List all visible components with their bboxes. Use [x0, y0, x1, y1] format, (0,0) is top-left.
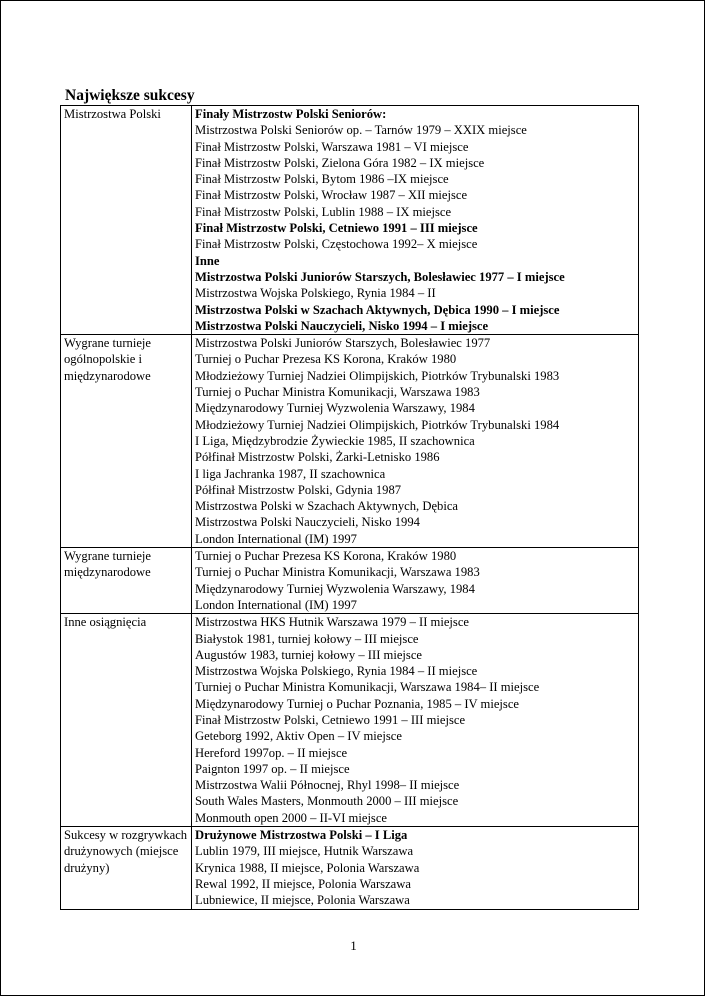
list-item: Turniej o Puchar Prezesa KS Korona, Kraków 1980 — [195, 549, 457, 564]
list-item: Drużynowe Mistrzostwa Polski – I Liga — [195, 828, 408, 843]
list-item: Mistrzostwa Polski Juniorów Starszych, Bolesławiec 1977 – I miejsce — [195, 269, 565, 284]
list-item: Finał Mistrzostw Polski, Cetniewo 1991 – III miejsce — [195, 712, 466, 727]
list-item: Mistrzostwa Polski w Szachach Aktywnych, Dębica — [195, 499, 459, 514]
list-item: Półfinał Mistrzostw Polski, Gdynia 1987 — [195, 482, 402, 497]
list-item: Białystok 1981, turniej kołowy – III miejsce — [195, 631, 419, 646]
table-row — [61, 335, 639, 548]
list-item: Augustów 1983, turniej kołowy – III miejsce — [195, 647, 423, 662]
list-item: Lubniewice, II miejsce, Polonia Warszawa — [195, 893, 410, 908]
list-item: Paignton 1997 op. – II miejsce — [195, 761, 350, 776]
details-cell — [192, 548, 639, 614]
list-item: Młodzieżowy Turniej Nadziei Olimpijskich, Piotrków Trybunalski 1983 — [195, 368, 560, 383]
list-item: Mistrzostwa Polski Nauczycieli, Nisko 1994 — [195, 515, 420, 530]
details-cell — [192, 335, 639, 548]
category-cell: Inne osiągnięcia — [61, 614, 192, 827]
list-item: Hereford 1997op. – II miejsce — [195, 745, 348, 760]
table-row — [61, 106, 639, 335]
list-item: Turniej o Puchar Ministra Komunikacji, Warszawa 1983 — [195, 385, 480, 400]
list-item: I liga Jachranka 1987, II szachownica — [195, 466, 386, 481]
list-item: Turniej o Puchar Prezesa KS Korona, Kraków 1980 — [195, 352, 457, 367]
list-item: Mistrzostwa Walii Północnej, Rhyl 1998– II miejsce — [195, 778, 460, 793]
list-item: Międzynarodowy Turniej o Puchar Poznania, 1985 – IV miejsce — [195, 696, 520, 711]
list-item: South Wales Masters, Monmouth 2000 – III miejsce — [195, 794, 459, 809]
category-cell: Wygrane turnieje ogólnopolskie i międzynarodowe — [61, 335, 192, 548]
achievements-table — [60, 105, 639, 910]
list-item: Geteborg 1992, Aktiv Open – IV miejsce — [195, 729, 402, 744]
list-item: Finał Mistrzostw Polski, Warszawa 1981 – VI miejsce — [195, 139, 469, 154]
list-item: Krynica 1988, II miejsce, Polonia Warszawa — [195, 860, 420, 875]
list-item: Mistrzostwa Polski w Szachach Aktywnych, Dębica 1990 – I miejsce — [195, 302, 560, 317]
section-heading: Największe sukcesy — [65, 87, 195, 104]
table-row — [61, 827, 639, 909]
list-item: Finał Mistrzostw Polski, Wrocław 1987 – XII miejsce — [195, 188, 468, 203]
list-item: Rewal 1992, II miejsce, Polonia Warszawa — [195, 876, 411, 891]
page-number: 1 — [350, 938, 357, 953]
list-item: Turniej o Puchar Ministra Komunikacji, Warszawa 1983 — [195, 565, 480, 580]
list-item: Inne — [195, 253, 220, 268]
list-item: Międzynarodowy Turniej Wyzwolenia Warszawy, 1984 — [195, 401, 475, 416]
list-item: Młodzieżowy Turniej Nadziei Olimpijskich, Piotrków Trybunalski 1984 — [195, 417, 560, 432]
category-cell: Sukcesy w rozgrywkach drużynowych (miejsce drużyny) — [61, 827, 192, 909]
list-item: Finał Mistrzostw Polski, Bytom 1986 –IX miejsce — [195, 172, 449, 187]
list-item: Mistrzostwa Polski Nauczycieli, Nisko 1994 – I miejsce — [195, 318, 489, 333]
details-cell — [192, 614, 639, 827]
list-item: Monmouth open 2000 – II-VI miejsce — [195, 810, 388, 825]
category-cell: Wygrane turnieje międzynarodowe — [61, 548, 192, 614]
list-item: Finał Mistrzostw Polski, Lublin 1988 – IX miejsce — [195, 204, 452, 219]
list-item: Finał Mistrzostw Polski, Częstochowa 1992– X miejsce — [195, 237, 478, 252]
list-item: Lublin 1979, III miejsce, Hutnik Warszawa — [195, 844, 414, 859]
list-item: Finał Mistrzostw Polski, Cetniewo 1991 – III miejsce — [195, 221, 478, 236]
category-cell: Mistrzostwa Polski — [61, 106, 192, 335]
list-item: Mistrzostwa Polski Seniorów op. – Tarnów 1979 – XXIX miejsce — [195, 123, 527, 138]
table-row — [61, 548, 639, 614]
list-item: Mistrzostwa HKS Hutnik Warszawa 1979 – II miejsce — [195, 615, 470, 630]
list-item: London International (IM) 1997 — [195, 597, 357, 612]
list-item: Turniej o Puchar Ministra Komunikacji, Warszawa 1984– II miejsce — [195, 680, 540, 695]
details-cell — [192, 827, 639, 909]
table-row — [61, 614, 639, 827]
list-item: Mistrzostwa Wojska Polskiego, Rynia 1984 – II — [195, 286, 436, 301]
list-item: Międzynarodowy Turniej Wyzwolenia Warszawy, 1984 — [195, 581, 475, 596]
list-item: Finał Mistrzostw Polski, Zielona Góra 1982 – IX miejsce — [195, 155, 485, 170]
list-item: Mistrzostwa Polski Juniorów Starszych, Bolesławiec 1977 — [195, 336, 491, 351]
details-cell — [192, 106, 639, 335]
list-item: Mistrzostwa Wojska Polskiego, Rynia 1984 – II miejsce — [195, 664, 478, 679]
list-item: Finały Mistrzostw Polski Seniorów: — [195, 107, 387, 121]
list-item: Półfinał Mistrzostw Polski, Żarki-Letnisko 1986 — [195, 450, 440, 465]
list-item: I Liga, Międzybrodzie Żywieckie 1985, II szachownica — [195, 433, 475, 448]
list-item: London International (IM) 1997 — [195, 531, 357, 546]
